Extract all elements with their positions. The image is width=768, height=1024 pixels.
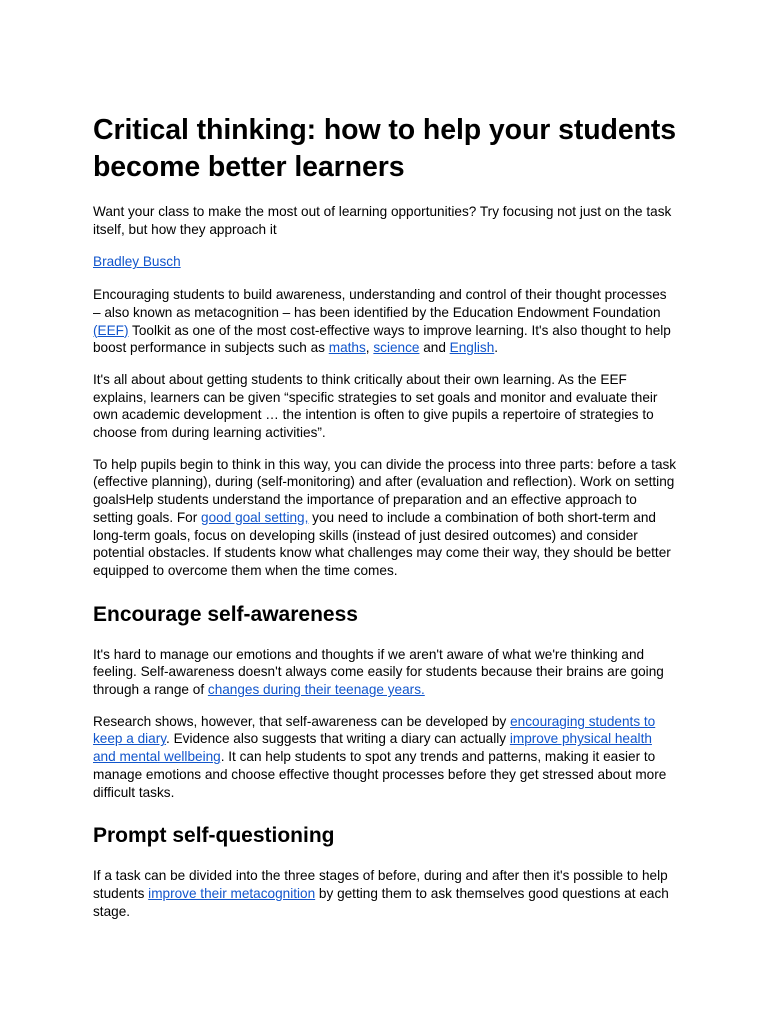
paragraph-metacognition [93, 286, 677, 357]
wellbeing-link[interactable]: improve physical health and mental wellbeing [93, 731, 652, 765]
paragraph-text: you need to include a combination of both short-term and long-term goals, focus on developing skills (instead of just desired outcomes) and consider potential obstacles. If students know what challenges may come their way, they should be better equipped to overcome them when the time comes. [93, 509, 671, 578]
keep-diary-link[interactable]: encouraging students to keep a diary [93, 713, 656, 747]
document-page [93, 112, 677, 920]
heading-self-questioning: Prompt self-questioning [93, 824, 335, 848]
goal-setting-link[interactable]: good goal setting, [201, 509, 309, 525]
paragraph-text: , [365, 340, 374, 356]
paragraph-text: Research shows, however, that self-awareness can be developed by [93, 713, 511, 729]
paragraph-emotions [93, 646, 677, 699]
paragraph-critical-thinking: It's all about about getting students to think critically about their own learning. As the EEF explains, learners can be given “specific strategies to set goals and monitor and evaluate their own academic development … the intention is often to give pupils a repertoire of strategies to choose from during learning activities”. [93, 371, 658, 441]
paragraph-three-parts [93, 456, 677, 580]
paragraph-text: . [494, 340, 499, 356]
english-link[interactable]: English [449, 340, 495, 356]
paragraph-text: If a task can be divided into the three stages of before, during and after then it's possible to help students [93, 868, 668, 901]
paragraph-text: Encouraging students to build awareness, understanding and control of their thought processes – also known as metacognition – has been identified by the Education Endowment Foundation [93, 287, 667, 320]
paragraph-text: by getting them to ask themselves good questions at each stage. [93, 885, 669, 919]
paragraph-text: . Evidence also suggests that writing a diary can actually [166, 731, 510, 747]
paragraph-text: . It can help students to spot any trends and patterns, making it easier to manage emotions and choose effective thought processes before they get stressed about more difficult tasks. [93, 749, 667, 800]
author-link[interactable]: Bradley Busch [93, 254, 181, 270]
paragraph-text: Toolkit as one of the most cost-effective ways to improve learning. It's also thought to help boost performance in subjects such as [93, 322, 671, 356]
article-intro: Want your class to make the most out of learning opportunities? Try focusing not just on the task itself, but how they approach it [93, 204, 672, 237]
paragraph-text: To help pupils begin to think in this way, you can divide the process into three parts: before a task (effective planning), during (self-monitoring) and after (evaluation and reflection). Work on setting goalsHelp students understand the importance of preparation and an effective approach to setting goals. For [93, 456, 677, 525]
page-title: Critical thinking: how to help your students become better learners [93, 114, 677, 183]
metacognition-link[interactable]: improve their metacognition [148, 885, 316, 901]
teenage-years-link[interactable]: changes during their teenage years. [207, 682, 425, 698]
science-link[interactable]: science [373, 340, 420, 356]
eef-link[interactable]: (EEF) [93, 322, 129, 338]
paragraph-text: It's hard to manage our emotions and thoughts if we aren't aware of what we're thinking and feeling. Self-awareness doesn't always come easily for students because their brains are going through a range of [93, 646, 664, 698]
paragraph-diary [93, 713, 677, 802]
paragraph-three-stages [93, 867, 677, 920]
maths-link[interactable]: maths [328, 340, 366, 356]
paragraph-text: and [419, 340, 450, 356]
heading-self-awareness: Encourage self-awareness [93, 602, 358, 626]
author-line [93, 253, 677, 271]
